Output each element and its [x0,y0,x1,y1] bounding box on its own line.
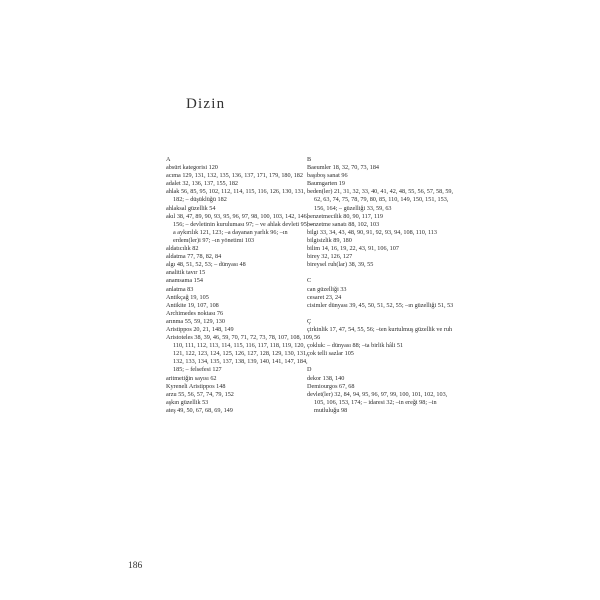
index-entry: ahlak 56, 85, 95, 102, 112, 114, 115, 116, 126, 130, 131, 182; – düşüklüğü 182 [166,188,306,204]
index-entry: birey 32, 126, 127 [307,253,353,261]
index-entry: analitik tavır 15 [166,269,206,277]
index-entry: Aristippos 20, 21, 148, 149 [166,325,234,333]
index-entry: algı 48, 51, 52, 53; – dünyası 48 [166,261,246,269]
index-entry: Archimedes noktası 76 [166,309,224,317]
index-entry: acıma 129, 131, 132, 135, 136, 137, 171, 179, 180, 182 [166,172,303,180]
index-entry: başıboş sanat 96 [307,172,348,180]
index-section [307,318,455,358]
index-entry: cisimler dünyası 39, 45, 50, 51, 52, 55; –ın güzelliği 51, 53 [307,301,454,309]
index-entry: Antikite 19, 107, 108 [166,301,219,309]
index-entry: bilim 14, 16, 19, 22, 43, 91, 106, 107 [307,245,399,253]
index-entry: benzetmecilik 80, 90, 117, 119 [307,212,384,220]
index-section [307,277,455,309]
index-entry: can güzelliği 33 [307,285,347,293]
index-entry: bilgisizlik 89, 180 [307,236,352,244]
index-letter: Ç [307,317,312,325]
index-section [307,156,455,269]
index-entry: çirkinlik 17, 47, 54, 55, 56; –ten kurtulmuş güzellik ve ruh 56 [307,325,453,342]
index-section [307,366,455,415]
index-entry: Antikçağ 19, 105 [166,293,209,301]
page-number: 186 [128,561,143,571]
index-section [166,156,314,415]
index-entry: aritmetiğin sayısı 62 [166,374,217,382]
index-entry: anlatma 83 [166,285,194,293]
index-entry: bilgi 33, 34, 43, 48, 90, 91, 92, 93, 94, 108, 110, 113 [307,228,437,236]
index-entry: aşkın güzellik 53 [166,398,209,406]
index-entry: adalet 32, 136, 137, 155, 182 [166,180,239,188]
page-title: Dizin [186,96,226,112]
index-entry: akıl 38, 47, 89, 90, 93, 95, 96, 97, 98, 100, 103, 142, 146, 156; – devletinin kuruluması 97; – ve ahlak devleti 95; –a aykırılık 121, 123; –a dayanan yarlık 96; –ın erdem(ler)i 97; –ın yönetimi 103 [166,212,314,244]
index-letter: A [166,156,171,163]
index-entry: arzu 55, 56, 57, 74, 79, 152 [166,390,234,398]
index-entry: absürt kategorisi 120 [166,164,218,172]
index-entry: çokluk: – dünyası 88; –ta birlik hâli 51 [307,342,404,350]
index-entry: çok telli sazlar 105 [307,350,354,358]
index-entry: ateş 49, 50, 67, 68, 69, 149 [166,406,233,414]
index-entry: aldatıcılık 82 [166,245,199,253]
index-entry: Kyreneli Aristippos 148 [166,382,226,390]
index-entry: cesaret 23, 24 [307,293,342,301]
index-letter: D [307,366,312,374]
index-entry: dekor 138, 140 [307,374,345,382]
index-entry: anamsama 154 [166,277,203,285]
index-entry: Demiourgos 67, 68 [307,382,355,390]
index-entry: beden(ler) 21, 31, 32, 33, 40, 41, 42, 48, 55, 56, 57, 58, 59, 62, 63, 74, 75, 78, 79, 80, 85, 110, 149, 150, 151, 153, 156, 164; – güzelliği 33, 59, 63 [307,188,454,212]
index-entry: ahlaksal güzellik 54 [166,204,216,212]
index-column-right [307,156,455,415]
index-column-left [166,156,314,415]
index-letter: B [307,156,312,163]
index-entry: devlet(ler) 32, 84, 94, 95, 96, 97, 99, 100, 101, 102, 103, 105, 106, 153, 174; – idaresi 32; –in ereği 98; –in mutluluğu 98 [307,390,448,414]
index-entry: aldatma 77, 78, 82, 84 [166,253,222,261]
index-entry: Baeumler 18, 32, 70, 73, 184 [307,164,380,172]
index-entry: benzetme sanatı 88, 102, 103 [307,220,380,228]
index-entry: Baumgarten 19 [307,180,345,188]
index-entry: arınma 55, 59, 129, 130 [166,317,225,325]
index-letter: C [307,277,312,285]
index-entry: bireysel ruh(lar) 38, 39, 55 [307,261,374,269]
index-entry: Aristoteles 38, 39, 46, 59, 70, 71, 72, 73, 78, 107, 108, 109, 110, 111, 112, 113, 114, 115, 116, 117, 118, 119, 120, 121, 122, 123, 124, 125, 126, 127, 128, 129, 130, 131, 132, 133, 134, 135, 137, 138, 139, 140, 141, 147, 184, 185; – felsefesi 127 [166,334,314,374]
